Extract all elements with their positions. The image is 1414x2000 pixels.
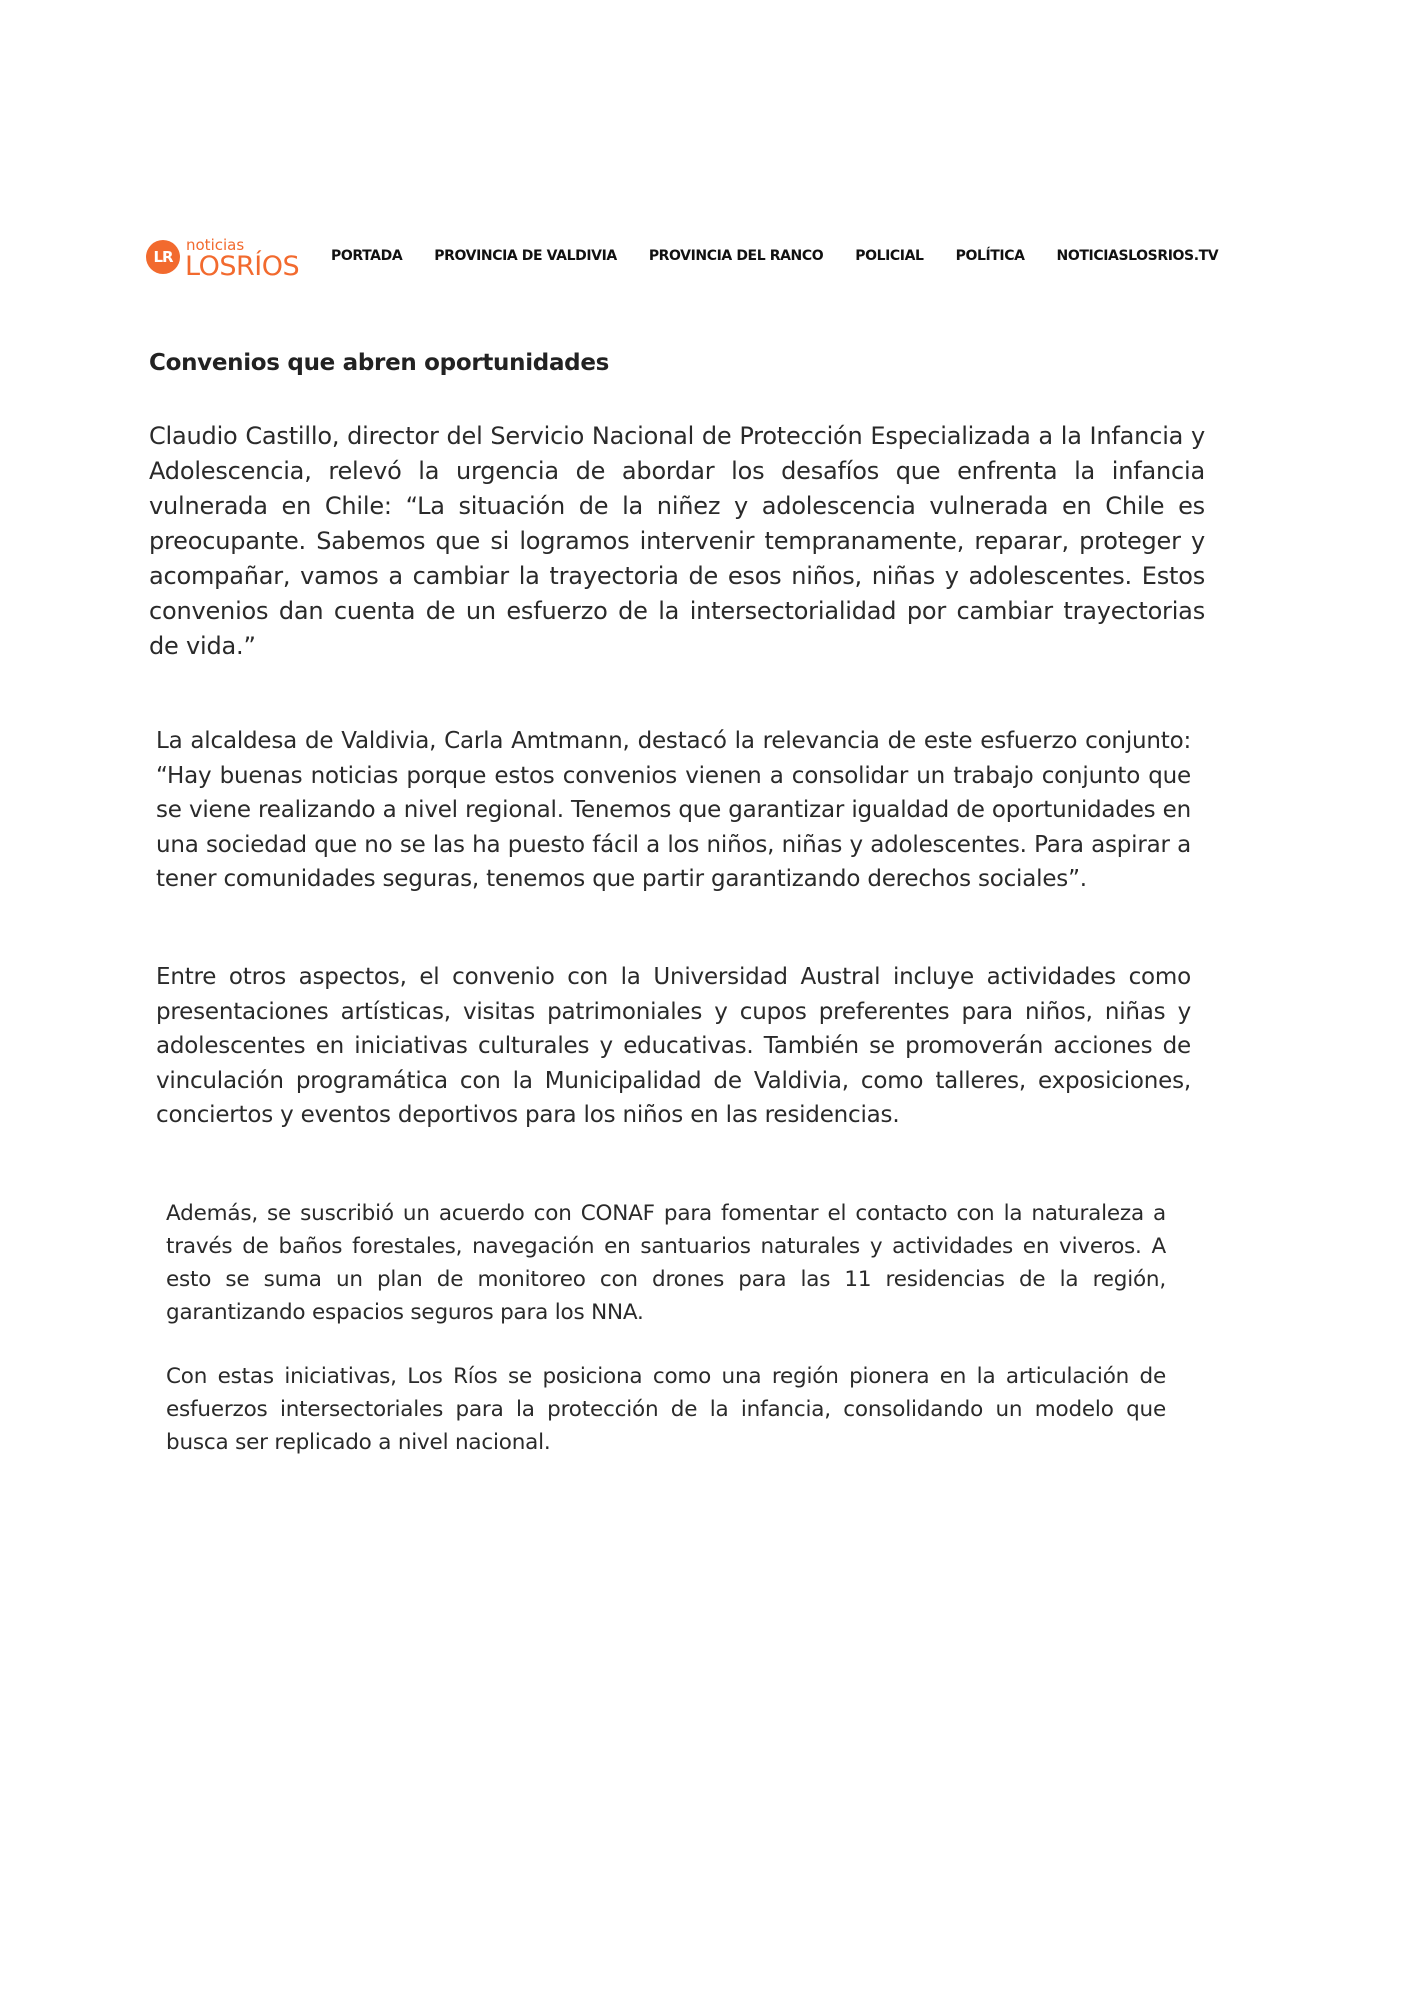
section-heading: Convenios que abren oportunidades [149,350,610,376]
article-paragraph: Con estas iniciativas, Los Ríos se posiciona como una región pionera en la articulación de esfuerzos intersectoriales para la protección de la infancia, consolidando un modelo que busca ser replicado a nivel nacional. [166,1364,1166,1455]
site-header [146,234,1219,284]
article-paragraph: La alcaldesa de Valdivia, Carla Amtmann, destacó la relevancia de este esfuerzo conjunto: “Hay buenas noticias porque estos convenios vienen a consolidar un trabajo conjunto que se viene realizando a nivel regional. Tenemos que garantizar igualdad de oportunidades en una sociedad que no se las ha puesto fácil a los niños, niñas y adolescentes. Para aspirar a tener comunidades seguras, tenemos que partir garantizando derechos sociales”. [156,728,1191,892]
nav-noticiaslosrios-tv[interactable]: NOTICIASLOSRIOS.TV [1056,248,1219,264]
nav-policial[interactable]: POLICIAL [855,248,924,264]
article-paragraph: Además, se suscribió un acuerdo con CONAF para fomentar el contacto con la naturaleza a través de baños forestales, navegación en santuarios naturales y actividades en viveros. A esto se suma un plan de monitoreo con drones para las 11 residencias de la región, garantizando espacios seguros para los NNA. [166,1201,1166,1325]
logo-text-small: noticias [186,236,245,254]
nav-politica[interactable]: POLÍTICA [955,248,1025,264]
main-nav [331,248,1218,264]
site-logo[interactable] [146,236,300,282]
logo-badge-icon: LR [146,240,180,274]
nav-portada[interactable]: PORTADA [331,248,403,264]
logo-text-big: LOSRÍOS [185,251,300,282]
article-paragraph: Claudio Castillo, director del Servicio Nacional de Protección Especializada a la Infancia y Adolescencia, relevó la urgencia de abordar los desafíos que enfrenta la infancia vulnerada en Chile: “La situación de la niñez y adolescencia vulnerada en Chile es preocupante. Sabemos que si logramos intervenir tempranamente, reparar, proteger y acompañar, vamos a cambiar la trayectoria de esos niños, niñas y adolescentes. Estos convenios dan cuenta de un esfuerzo de la intersectorialidad por cambiar trayectorias de vida.” [149,422,1205,660]
nav-provincia-del-ranco[interactable]: PROVINCIA DEL RANCO [648,248,824,264]
nav-provincia-de-valdivia[interactable]: PROVINCIA DE VALDIVIA [434,248,617,264]
article-paragraph: Entre otros aspectos, el convenio con la Universidad Austral incluye actividades como presentaciones artísticas, visitas patrimoniales y cupos preferentes para niños, niñas y adolescentes en iniciativas culturales y educativas. También se promoverán acciones de vinculación programática con la Municipalidad de Valdivia, como talleres, exposiciones, conciertos y eventos deportivos para los niños en las residencias. [156,964,1191,1128]
